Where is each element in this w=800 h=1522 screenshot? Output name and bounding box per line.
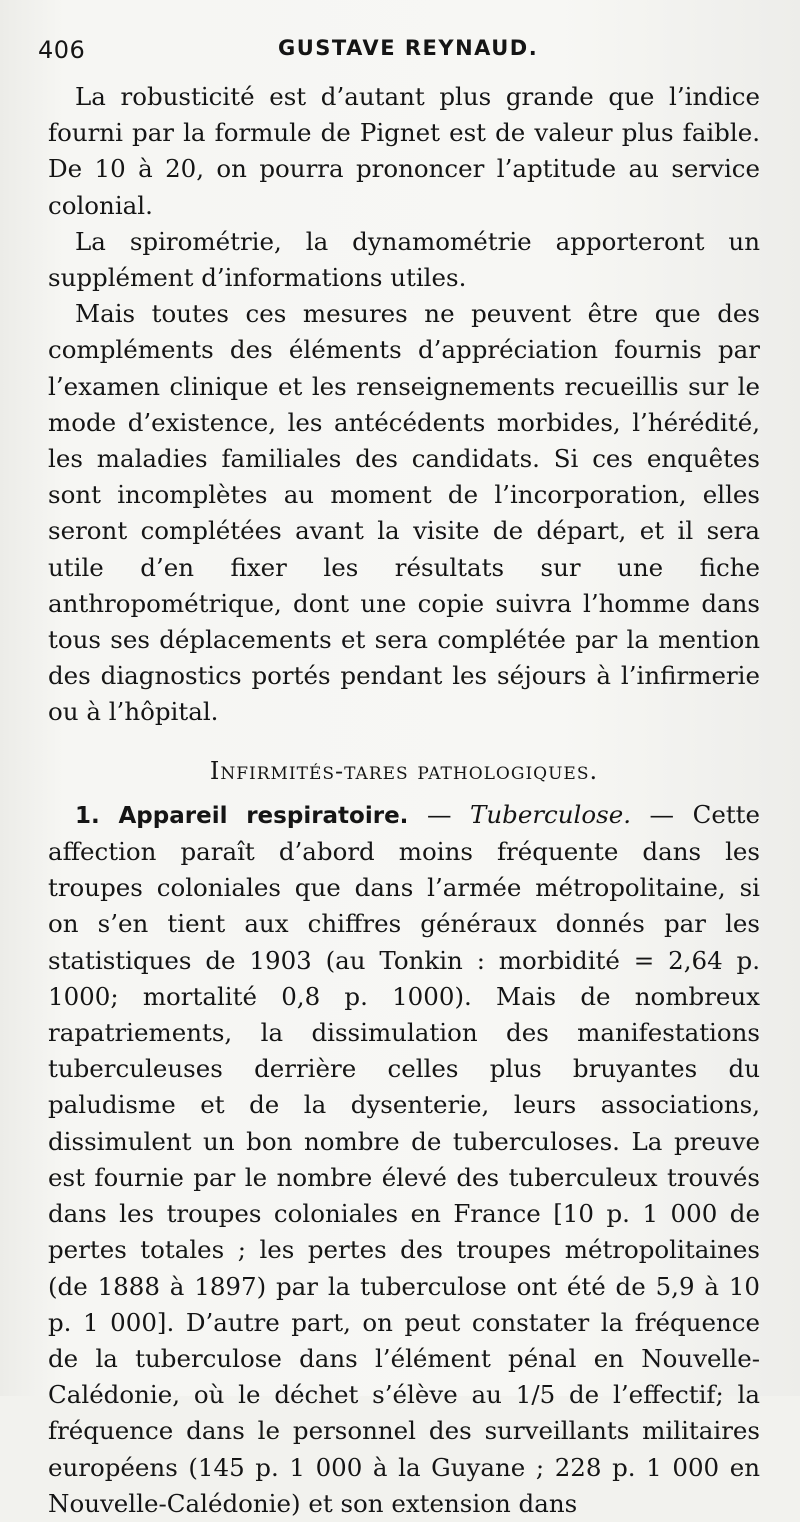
em-dash: —: [408, 799, 471, 829]
section-title: Infirmités-tares pathologiques.: [209, 756, 599, 785]
paragraph-text: Cette affection paraît d’abord moins fréquente dans les troupes coloniales que dans l’armée métropolitaine, si on s’en tient aux chiffres généraux donnés par les statistiques de 1903 (au Tonkin : morbidité = 2,64 p. 1000; mortalité 0,8 p. 1000). Mais de nombreux rapatriements, la dissimulation des manifestations tuberculeuses derrière celles plus bruyantes du paludisme et de la dysenterie, leurs associations, dissimulent un bon nombre de tuberculoses. La preuve est fournie par le nombre élevé des tuberculeux trouvés dans les troupes coloniales en France [10 p. 1 000 de pertes totales ; les pertes des troupes métropolitaines (de 1888 à 1897) par la tuberculose ont été de 5,9 à 10 p. 1 000]. D’autre part, on peut constater la fréquence de la tuberculose dans l’élément pénal en Nouvelle-Calédonie, où le déchet s’élève au 1/5 de l’effectif; la fréquence dans le personnel des surveillants militaires européens (145 p. 1 000 à la Guyane ; 228 p. 1 000 en Nouvelle-Calédonie) et son extension dans: [48, 799, 761, 1518]
paragraph-mesures: Mais toutes ces mesures ne peuvent être que des compléments des éléments d’appréciation fournis par l’examen clinique et les renseignements recueillis sur le mode d’existence, les antécédents morbides, l’hérédité, les maladies familiales des candidats. Si ces enquêtes sont incomplètes au moment de l’incorporation, elles seront complétées avant la visite de départ, et il sera utile d’en fixer les résultats sur une fiche anthropométrique, dont une copie suivra l’homme dans tous ses déplacements et sera complétée par la mention des diagnostics portés pendant les séjours à l’infirmerie ou à l’hôpital.: [48, 299, 760, 727]
em-dash: —: [630, 799, 693, 829]
page-number: 406: [38, 36, 86, 64]
body-text: [48, 79, 760, 1522]
running-head: GUSTAVE REYNAUD.: [278, 36, 539, 60]
page-header: [38, 36, 760, 76]
paragraph-robusticite: La robusticité est d’autant plus grande que l’indice fourni par la formule de Pignet est de valeur plus faible. De 10 à 20, on pourra prononcer l’aptitude au service colonial.: [48, 82, 760, 220]
paragraph-appareil-respiratoire: [48, 797, 760, 1522]
subsection-subheading: Tuberculose.: [470, 799, 631, 829]
subsection-heading: 1. Appareil respiratoire.: [75, 802, 409, 829]
paragraph-spirometrie: La spirométrie, la dynamométrie apporteront un supplément d’informations utiles.: [48, 226, 760, 293]
